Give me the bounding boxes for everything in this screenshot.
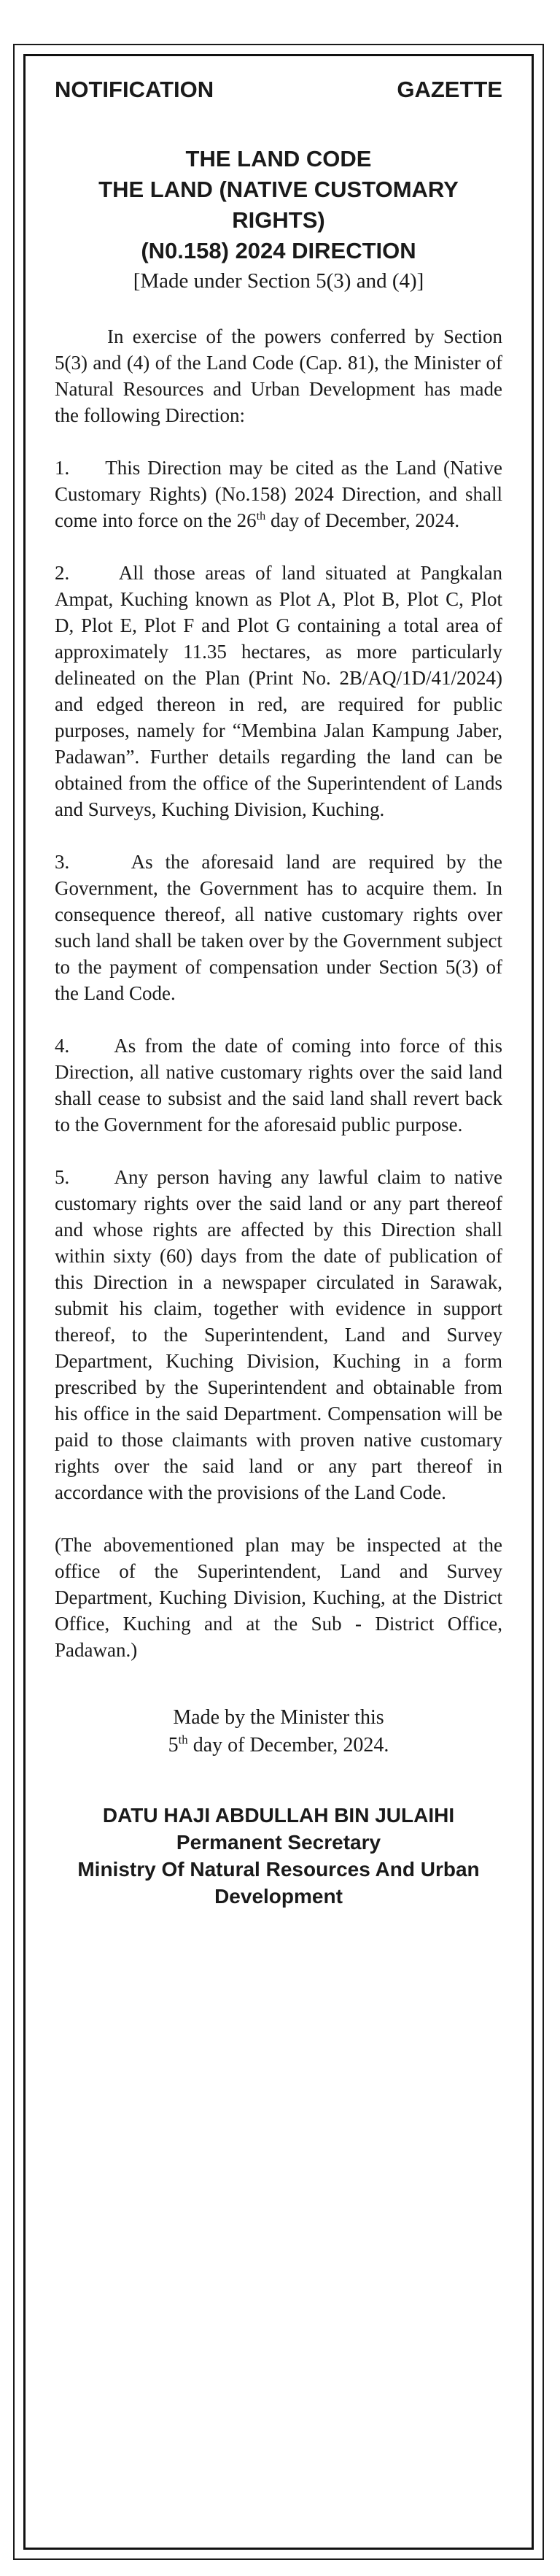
closing-day-ordinal: th xyxy=(178,1732,188,1747)
preamble-paragraph: In exercise of the powers conferred by Section 5(3) and (4) of the Land Code (Cap. 81), the Minister of Natural Resources and Urban Development has made the following Direction: xyxy=(55,325,502,426)
closing-day: 5 xyxy=(168,1734,179,1756)
title-line-2: THE LAND (NATIVE CUSTOMARY RIGHTS) xyxy=(98,177,459,233)
clause-2-text: All those areas of land situated at Pangkalan Ampat, Kuching known as Plot A, Plot B, Plot C, Plot D, Plot E, Plot F and Plot G containing a total area of approximately 11.35 hectares, as more particularly delineated on the Plan (Print No. 2B/AQ/1D/41/2024) and edged thereon in red, are required for public purposes, namely for “Membina Jalan Kampung Jaber, Padawan”. Further details regarding the land can be obtained from the office of the Superintendent of Lands and Surveys, Kuching Division, Kuching. xyxy=(55,562,503,820)
signatory-name: DATU HAJI ABDULLAH BIN JULAIHI xyxy=(102,1804,455,1827)
gazette-label: GAZETTE xyxy=(397,77,502,102)
signatory-position: Permanent Secretary xyxy=(176,1831,381,1854)
clause-number: 1. xyxy=(55,457,70,479)
clause-number: 4. xyxy=(55,1035,70,1057)
clause-1-ordinal: th xyxy=(256,509,266,522)
closing-line-1: Made by the Minister this xyxy=(173,1706,384,1729)
closing-date-rest: day of December, 2024. xyxy=(187,1734,389,1756)
notification-label: NOTIFICATION xyxy=(55,77,214,102)
clause-2 xyxy=(55,560,502,822)
notice-body xyxy=(55,323,502,1663)
closing-statement xyxy=(55,1704,502,1759)
notice-inner-border xyxy=(23,54,534,2550)
masthead xyxy=(55,77,502,123)
clause-3 xyxy=(55,849,502,1006)
signatory-ministry-line-1: Ministry Of Natural Resources And Urban xyxy=(77,1858,480,1881)
notice-outer-border xyxy=(13,44,544,2560)
title-line-1: THE LAND CODE xyxy=(185,146,372,171)
clause-number: 2. xyxy=(55,562,70,584)
clause-number: 3. xyxy=(55,851,70,873)
inspection-note: (The abovementioned plan may be inspected at the office of the Superintendent, Land and Survey Department, Kuching Division, Kuching, at the District Office, Kuching and at the Sub - District Office, Padawan.) xyxy=(55,1534,502,1661)
clause-5-text: Any person having any lawful claim to native customary rights over the said land or any part thereof and whose rights are affected by this Direction shall within sixty (60) days from the date of publication of this Direction in a newspaper circulated in Sarawak, submit his claim, together with evidence in support thereof, to the Superintendent, Land and Survey Department, Kuching Division, Kuching in a form prescribed by the Superintendent and obtainable from his office in the said Department. Compensation will be paid to those claimants with proven native customary rights over the said land or any part thereof in accordance with the provisions of the Land Code. xyxy=(55,1166,503,1503)
clause-4-text: As from the date of coming into force of this Direction, all native customary rights over the said land shall cease to subsist and the said land shall revert back to the Government for the aforesaid public purpose. xyxy=(55,1035,502,1135)
clause-5 xyxy=(55,1164,502,1505)
clause-3-text: As the aforesaid land are required by the Government, the Government has to acquire them. In consequence thereof, all native customary rights over such land shall be taken over by the Government subject to the payment of compensation under Section 5(3) of the Land Code. xyxy=(55,851,502,1004)
title-block xyxy=(55,144,502,296)
signature-block xyxy=(55,1802,502,1910)
made-under-note: [Made under Section 5(3) and (4)] xyxy=(133,269,424,293)
clause-1 xyxy=(55,455,502,533)
closing-line-2 xyxy=(55,1732,502,1759)
clause-4 xyxy=(55,1033,502,1138)
clause-number: 5. xyxy=(55,1166,70,1188)
clause-1-text-end: day of December, 2024. xyxy=(265,509,460,531)
signatory-ministry-line-2: Development xyxy=(214,1885,343,1908)
title-line-3: (N0.158) 2024 DIRECTION xyxy=(141,238,416,263)
clause-1-text: This Direction may be cited as the Land (Native Customary Rights) (No.158) 2024 Direction, and shall come into force on the 26 xyxy=(55,457,502,531)
